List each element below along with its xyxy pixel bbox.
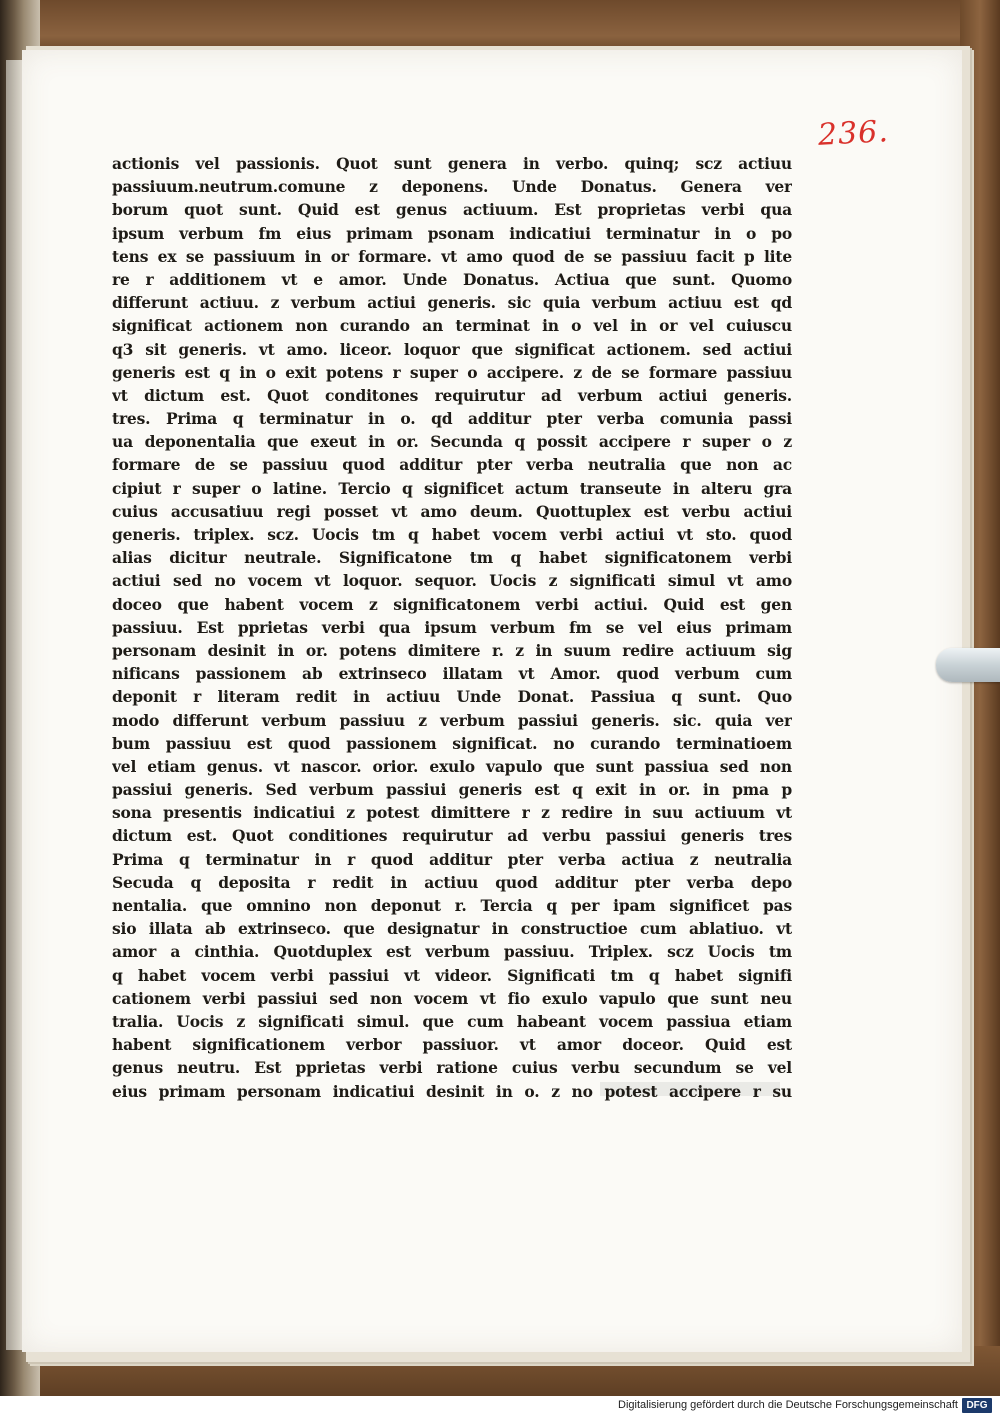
text-line: deponit r literam redit in actiuu Unde Donat. Passiua q sunt. Quo xyxy=(112,687,792,707)
folio-number: 236. xyxy=(817,114,890,153)
text-line: vel etiam genus. vt nascor. orior. exulo vapulo que sunt passiua sed non xyxy=(112,756,792,776)
text-line: doceo que habent vocem z significatonem verbi actiui. Quid est gen xyxy=(112,594,792,614)
printed-text-block xyxy=(112,152,792,1103)
text-line: amor a cinthia. Quotduplex est verbum passiuu. Triplex. scz Uocis tm xyxy=(112,942,792,962)
dfg-credit-text: Digitalisierung gefördert durch die Deutsche Forschungsgemeinschaft xyxy=(618,1399,958,1411)
text-line: formare de se passiuu quod additur pter verba neutralia que non ac xyxy=(112,455,792,475)
text-line: q habet vocem verbi passiui vt videor. Significati tm q habet signifi xyxy=(112,965,792,985)
text-line: personam desinit in or. potens dimitere r. z in suum redire actiuum sig xyxy=(112,640,792,660)
text-line: actiui sed no vocem vt loquor. sequor. Uocis z significati simul vt amo xyxy=(112,571,792,591)
text-line: dictum est. Quot conditiones requirutur ad verbu passiui generis tres xyxy=(112,826,792,846)
text-line: nentalia. que omnino non deponut r. Tercia q per ipam significet pas xyxy=(112,896,792,915)
text-line: tres. Prima q terminatur in o. qd additur pter verba comunia passi xyxy=(112,409,792,429)
text-line: nificans passionem ab extrinseco illatam vt Amor. quod verbum cum xyxy=(112,664,792,684)
text-line: sona presentis indicatiui z potest dimittere r z redire in suu actiuum vt xyxy=(112,803,792,823)
text-line: borum quot sunt. Quid est genus actiuum. Est proprietas verbi qua xyxy=(112,200,792,220)
text-line: generis est q in o exit potens r super o accipere. z de se formare passiuu xyxy=(112,362,792,382)
text-line: generis. triplex. scz. Uocis tm q habet vocem verbi actiui vt sto. quod xyxy=(112,525,792,544)
text-line: genus neutru. Est pprietas verbi ratione cuius verbu secundum se vel xyxy=(112,1058,792,1078)
text-line: cuius accusatiuu regi posset vt amo deum. Quottuplex est verbu actiui xyxy=(112,501,792,521)
text-line: passiui generis. Sed verbum passiui generis est q exit in or. in pma p xyxy=(112,780,792,800)
text-line: habent significationem verbor passiuor. vt amor doceor. Quid est xyxy=(112,1035,792,1055)
text-line: passiuu. Est pprietas verbi qua ipsum verbum fm se vel eius primam xyxy=(112,617,792,637)
text-line: Secuda q deposita r redit in actiuu quod additur pter verba depo xyxy=(112,872,792,892)
text-line: cationem verbi passiui sed non vocem vt fio exulo vapulo que sunt neu xyxy=(112,988,792,1008)
text-line: vt dictum est. Quot conditones requirutur ad verbum actiui generis. xyxy=(112,385,792,405)
text-line: re r additionem vt e amor. Unde Donatus. Actiua que sunt. Quomo xyxy=(112,269,792,289)
text-line: Prima q terminatur in r quod additur pter verba actiua z neutralia xyxy=(112,849,792,869)
text-line: significat actionem non curando an terminat in o vel in or vel cuiuscu xyxy=(112,316,792,336)
text-line: eius primam personam indicatiui desinit in o. z no potest accipere r su xyxy=(112,1081,792,1101)
text-line: bum passiuu est quod passionem significat. no curando terminatioem xyxy=(112,733,792,753)
text-line: modo differunt verbum passiuu z verbum passiui generis. sic. quia ver xyxy=(112,710,792,730)
text-line: tens ex se passiuum in or formare. vt amo quod de se passiuu facit p lite xyxy=(112,246,792,266)
text-line: ua deponentalia que exeut in or. Secunda q possit accipere r super o z xyxy=(112,432,792,452)
page-clip xyxy=(936,648,1000,682)
text-line: alias dicitur neutrale. Significatone tm q habet significatonem verbi xyxy=(112,548,792,568)
text-line: ipsum verbum fm eius primam psonam indicatiui terminatur in o po xyxy=(112,223,792,243)
text-line: q3 sit generis. vt amo. liceor. loquor que significat actionem. sed actiui xyxy=(112,339,792,359)
text-line: differunt actiuu. z verbum actiui generis. sic quia verbum actiuu est qd xyxy=(112,293,792,313)
dfg-logo: DFG xyxy=(962,1398,992,1413)
text-line: passiuum.neutrum.comune z deponens. Unde Donatus. Genera ver xyxy=(112,177,792,197)
text-line: tralia. Uocis z significati simul. que cum habeant vocem passiua etiam xyxy=(112,1011,792,1031)
text-line: sio illata ab extrinseco. que designatur in constructioe cum ablatiuo. vt xyxy=(112,919,792,939)
text-line: cipiut r super o latine. Tercio q significet actum transeute in alteru gra xyxy=(112,478,792,498)
text-line: actionis vel passionis. Quot sunt genera in verbo. quinq; scz actiuu xyxy=(112,154,792,173)
